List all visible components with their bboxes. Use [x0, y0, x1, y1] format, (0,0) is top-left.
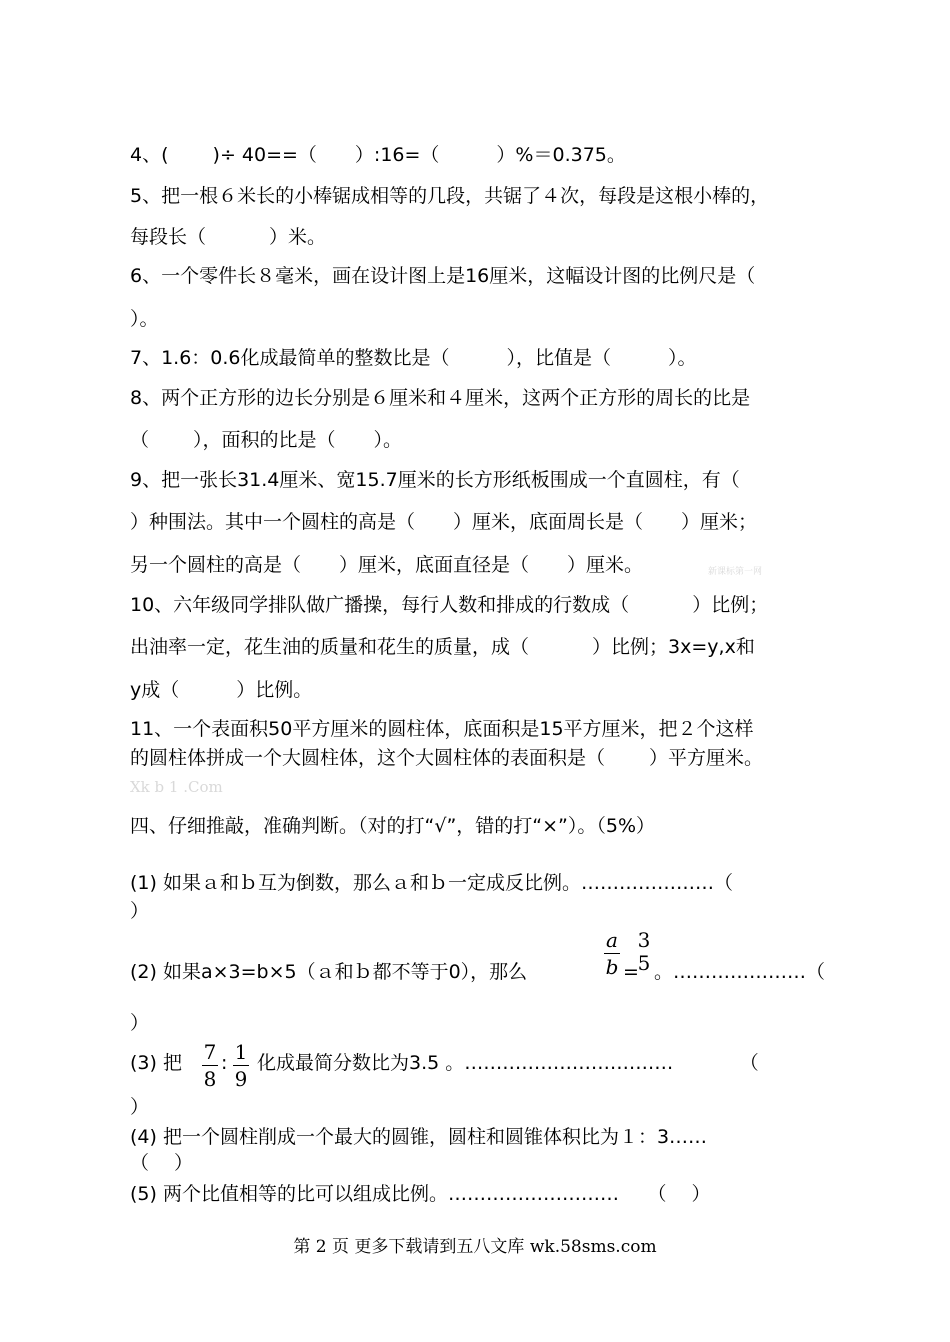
item-6-line-1: 6、一个零件长８毫米，画在设计图上是16厘米，这幅设计图的比例尺是（: [130, 265, 756, 287]
section4-title: 四、仔细推敲，准确判断。（对的打“√”，错的打“×”）。（5%）: [130, 815, 656, 837]
fraction-numerator: 3: [637, 928, 651, 952]
judge-q4-line-1: (4) 把一个圆柱削成一个最大的圆锥，圆柱和圆锥体积比为１：3……: [130, 1126, 708, 1148]
judge-q3-fraction-1-over-9: [233, 1042, 249, 1089]
judge-q1-line-2: ）: [130, 900, 150, 922]
item-9-line-1: 9、把一张长31.4厘米、宽15.7厘米的长方形纸板围成一个直圆柱，有（: [130, 469, 740, 491]
item-6-line-2: ）。: [130, 308, 159, 330]
fraction-numerator: 1: [234, 1040, 248, 1064]
judge-q1-line-1: (1) 如果ａ和ｂ互为倒数，那么ａ和ｂ一定成反比例。…………………（: [130, 872, 733, 894]
fraction-denominator: 9: [234, 1067, 248, 1091]
item-7-line: 7、1.6：0.6化成最简单的整数比是（ ），比值是（ ）。: [130, 347, 697, 369]
fraction-bar: [604, 953, 620, 954]
fraction-denominator: 5: [637, 951, 651, 975]
fraction-bar: [233, 1065, 249, 1066]
judge-q5: (5) 两个比值相等的比可以组成比例。……………………… （ ）: [130, 1183, 711, 1205]
judge-q2-equals: =: [623, 961, 639, 983]
judge-q3-line-2: ）: [130, 1096, 150, 1118]
judge-q3-prefix: (3) 把: [130, 1052, 182, 1074]
fraction-bar: [202, 1065, 218, 1066]
item-9-line-2: ）种围法。其中一个圆柱的高是（ ）厘米，底面周长是（ ）厘米；: [130, 511, 758, 533]
watermark-small: 新课标第一网: [708, 567, 763, 577]
item-11-line-2: 的圆柱体拼成一个大圆柱体，这个大圆柱体的表面积是（ ）平方厘米。: [130, 747, 764, 769]
judge-q2-text: (2) 如果a×3=b×5（ａ和ｂ都不等于0），那么: [130, 961, 528, 983]
item-10-line-2: 出油率一定，花生油的质量和花生的质量，成（ ）比例；3x=y,x和: [130, 636, 755, 658]
item-8-line-1: 8、两个正方形的边长分别是６厘米和４厘米，这两个正方形的周长的比是: [130, 387, 751, 409]
item-10-line-3: y成（ ）比例。: [130, 679, 313, 701]
fraction-denominator: b: [605, 955, 619, 979]
fraction-denominator: 8: [203, 1067, 217, 1091]
judge-q3-text: 化成最简分数比为3.5 。…………………………… （: [257, 1052, 759, 1074]
item-4-line: 4、( )÷ 40==（ ）:16=（ ）%＝0.375。: [130, 144, 626, 166]
fraction-numerator: 7: [203, 1040, 217, 1064]
judge-q2-fraction-3-over-5: [636, 930, 652, 973]
watermark-site: Xk b 1 .Com: [130, 778, 223, 796]
item-8-line-2: （ ），面积的比是（ ）。: [130, 429, 403, 451]
item-10-line-1: 10、六年级同学排队做广播操，每行人数和排成的行数成（ ）比例；: [130, 594, 769, 616]
judge-q2-tail: 。…………………（: [654, 961, 826, 983]
item-9-line-3: 另一个圆柱的高是（ ）厘米，底面直径是（ ）厘米。: [130, 554, 644, 576]
judge-q3-fraction-7-over-8: [202, 1042, 218, 1089]
judge-q2-line-2: ）: [130, 1012, 150, 1034]
page-footer: 第 2 页 更多下载请到五八文库 wk.58sms.com: [293, 1237, 657, 1257]
item-5-line-1: 5、把一根６米长的小棒锯成相等的几段，共锯了４次，每段是这根小棒的，: [130, 185, 770, 207]
judge-q4-line-2: （ ）: [130, 1152, 194, 1174]
item-11-line-1: 11、一个表面积50平方厘米的圆柱体，底面积是15平方厘米，把２个这样: [130, 718, 754, 740]
fraction-numerator: a: [606, 928, 618, 952]
item-5-line-2: 每段长（ ）米。: [130, 226, 327, 248]
judge-q3-colon: :: [221, 1052, 228, 1074]
judge-q2-fraction-a-over-b: [604, 930, 620, 977]
